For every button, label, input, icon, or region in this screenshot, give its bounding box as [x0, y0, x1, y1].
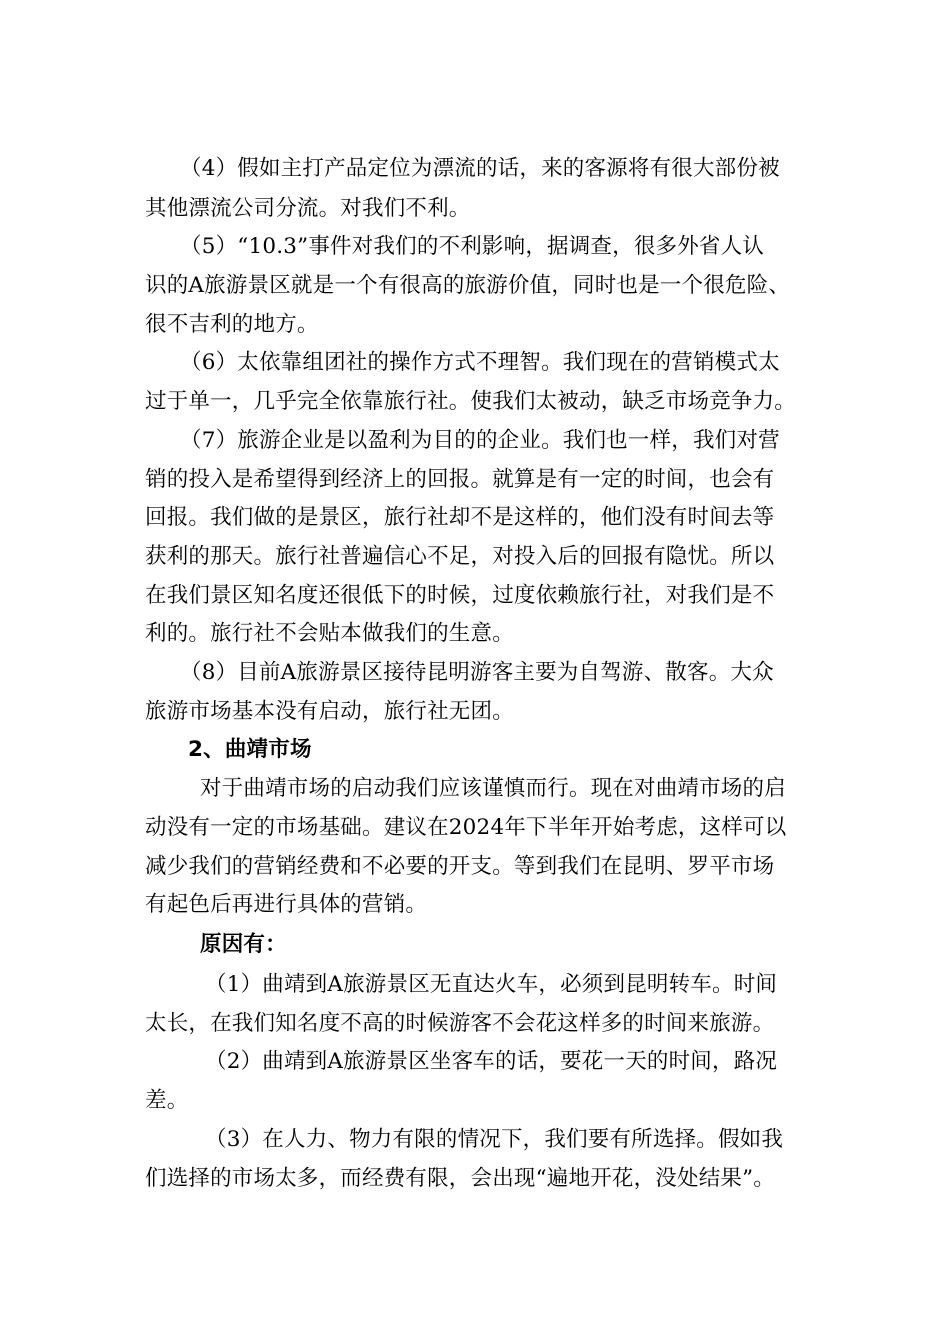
- paragraph-line: 有起色后再进行具体的营销。: [145, 892, 428, 917]
- paragraph-line: 对于曲靖市场的启动我们应该谨慎而行。现在对曲靖市场的启: [200, 776, 786, 801]
- paragraph-line: 在我们景区知名度还很低下的时候，过度依赖旅行社，对我们是不: [145, 583, 775, 608]
- paragraph-line: 其他漂流公司分流。对我们不利。: [145, 196, 471, 221]
- paragraph-line: （7）旅游企业是以盈利为目的的企业。我们也一样，我们对营: [180, 428, 780, 453]
- paragraph-line: （2）曲靖到A旅游景区坐客车的话，要花一天的时间，路况: [205, 1049, 778, 1074]
- paragraph-line: 过于单一，几乎完全依靠旅行社。使我们太被动，缺乏市场竞争力。: [145, 389, 797, 414]
- paragraph-line: 旅游市场基本没有启动，旅行社无团。: [145, 699, 514, 724]
- paragraph-line: 很不吉利的地方。: [145, 312, 319, 337]
- paragraph-line: 获利的那天。旅行社普遍信心不足，对投入后的回报有隐忧。所以: [145, 544, 775, 569]
- paragraph-line: 差。: [145, 1088, 189, 1113]
- paragraph-line: 减少我们的营销经费和不必要的开支。等到我们在昆明、罗平市场: [145, 854, 775, 879]
- paragraph-line: 销的投入是希望得到经济上的回报。就算是有一定的时间，也会有: [145, 467, 775, 492]
- paragraph-line: 太长，在我们知名度不高的时候游客不会花这样多的时间来旅游。: [145, 1011, 775, 1036]
- reasons-heading: 原因有：: [200, 932, 287, 957]
- paragraph-line: 们选择的市场太多，而经费有限，会出现“遍地开花，没处结果”。: [145, 1166, 775, 1191]
- paragraph-line: （1）曲靖到A旅游景区无直达火车，必须到昆明转车。时间: [205, 972, 778, 997]
- paragraph-line: （6）太依靠组团社的操作方式不理智。我们现在的营销模式太: [180, 350, 780, 375]
- paragraph-line: （4）假如主打产品定位为漂流的话，来的客源将有很大部份被: [180, 156, 780, 181]
- paragraph-line: （3）在人力、物力有限的情况下，我们要有所选择。假如我: [205, 1127, 784, 1152]
- paragraph-line: （5）“10.3”事件对我们的不利影响，据调查，很多外省人认: [180, 234, 765, 259]
- paragraph-line: 回报。我们做的是景区，旅行社却不是这样的，他们没有时间去等: [145, 505, 775, 530]
- paragraph-line: 利的。旅行社不会贴本做我们的生意。: [145, 621, 514, 646]
- paragraph-line: （8）目前A旅游景区接待昆明游客主要为自驾游、散客。大众: [180, 660, 774, 685]
- section-heading: 2、曲靖市场: [188, 737, 312, 762]
- paragraph-line: 动没有一定的市场基础。建议在2024年下半年开始考虑，这样可以: [145, 815, 787, 840]
- paragraph-line: 识的A旅游景区就是一个有很高的旅游价值，同时也是一个很危险、: [145, 273, 791, 298]
